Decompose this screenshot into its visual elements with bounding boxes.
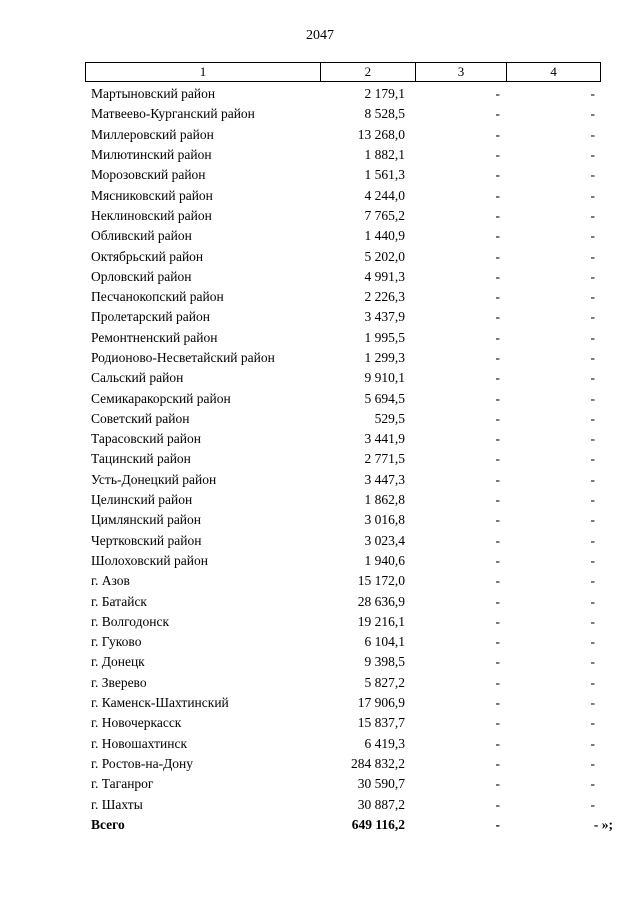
table-row	[85, 673, 601, 693]
row-col-3: -	[495, 410, 500, 426]
row-col-4: -	[590, 431, 595, 447]
row-col-3: -	[495, 187, 500, 203]
row-name: Чертковский район	[91, 532, 202, 548]
row-name: Тацинский район	[91, 451, 191, 467]
table-row	[85, 368, 601, 388]
row-col-4: -	[590, 674, 595, 690]
row-col-3: -	[495, 796, 500, 812]
row-col-3: -	[495, 289, 500, 305]
row-col-2: 15 837,7	[357, 715, 405, 731]
table-row	[85, 774, 601, 794]
table-row	[85, 307, 601, 327]
row-col-4: -	[590, 735, 595, 751]
row-col-2: 3 447,3	[364, 471, 405, 487]
row-col-4: -	[590, 268, 595, 284]
row-col-2: 1 299,3	[364, 350, 405, 365]
table-body	[85, 84, 601, 815]
row-col-3: -	[495, 613, 500, 629]
row-name: Усть-Донецкий район	[91, 471, 217, 487]
row-col-4: -	[590, 776, 595, 792]
row-name: г. Донецк	[91, 654, 145, 670]
row-name: г. Шахты	[91, 796, 143, 812]
header-col-4: 4	[506, 63, 600, 81]
table-row	[85, 794, 601, 814]
row-col-3: -	[495, 755, 500, 771]
table-row	[85, 612, 601, 632]
table-row	[85, 734, 601, 754]
row-name: Целинский район	[91, 492, 193, 508]
table-row	[85, 531, 601, 551]
table-row	[85, 510, 601, 530]
row-col-2: 15 172,0	[357, 573, 405, 589]
row-col-3: -	[495, 86, 500, 102]
row-col-3: -	[495, 207, 500, 223]
row-col-3: -	[495, 492, 500, 508]
table-total-row	[85, 815, 613, 835]
row-col-4: -	[590, 106, 595, 122]
table-row	[85, 470, 601, 490]
row-col-4: -	[590, 573, 595, 589]
row-col-4: -	[590, 248, 595, 264]
row-name: Пролетарский район	[91, 309, 210, 325]
total-col-2: 649 116,2	[351, 816, 405, 832]
row-name: Орловский район	[91, 268, 192, 284]
row-name: г. Волгодонск	[91, 613, 170, 629]
row-col-3: -	[495, 573, 500, 589]
table-row	[85, 388, 601, 408]
row-col-3: -	[495, 309, 500, 325]
table-row	[85, 713, 601, 733]
row-name: Обливский район	[91, 228, 192, 244]
row-col-3: -	[495, 147, 500, 163]
table-row	[85, 328, 601, 348]
row-name: Семикаракорский район	[91, 390, 231, 406]
row-col-4: -	[590, 370, 595, 386]
row-name: г. Батайск	[91, 593, 147, 609]
row-col-3: -	[495, 593, 500, 609]
row-name: г. Новочеркасск	[91, 715, 182, 731]
row-col-4: -	[590, 613, 595, 629]
row-col-2: 28 636,9	[357, 593, 405, 609]
row-col-3: -	[495, 634, 500, 650]
row-col-2: 13 268,0	[357, 126, 405, 142]
table-row	[85, 652, 601, 672]
row-col-3: -	[495, 167, 500, 183]
table-header	[85, 62, 601, 82]
row-name: Октябрьский район	[91, 248, 204, 264]
table-row	[85, 287, 601, 307]
row-col-2: 5 694,5	[364, 390, 405, 406]
row-col-4: -	[590, 167, 595, 183]
row-col-4: -	[590, 593, 595, 609]
row-col-2: 30 590,7	[357, 776, 405, 792]
row-name: Милютинский район	[91, 147, 212, 163]
table-row	[85, 754, 601, 774]
row-name: Цимлянский район	[91, 512, 202, 528]
table-row	[85, 348, 601, 368]
total-col-4: - »;	[593, 816, 613, 832]
row-col-3: -	[495, 674, 500, 690]
row-name: г. Каменск-Шахтинский	[91, 695, 229, 711]
row-col-3: -	[495, 126, 500, 142]
row-name: г. Гуково	[91, 634, 142, 650]
table-row	[85, 226, 601, 246]
row-col-4: -	[590, 654, 595, 670]
row-name: Сальский район	[91, 370, 184, 386]
row-col-2: 30 887,2	[357, 796, 405, 812]
row-col-4: -	[590, 207, 595, 223]
row-name: Неклиновский район	[91, 207, 212, 223]
row-col-2: 19 216,1	[357, 613, 405, 629]
row-col-4: -	[590, 755, 595, 771]
row-col-3: -	[495, 370, 500, 386]
row-col-2: 3 023,4	[364, 532, 405, 548]
row-name: г. Зверево	[91, 674, 147, 690]
row-col-2: 7 765,2	[364, 207, 405, 223]
row-col-3: -	[495, 106, 500, 122]
row-col-3: -	[495, 695, 500, 711]
table-row	[85, 409, 601, 429]
row-col-4: -	[590, 552, 595, 568]
row-col-2: 1 882,1	[364, 147, 405, 163]
row-col-2: 6 419,3	[364, 735, 405, 751]
row-col-2: 1 995,5	[364, 329, 405, 345]
table-row	[85, 185, 601, 205]
row-col-3: -	[495, 471, 500, 487]
row-col-4: -	[590, 512, 595, 528]
row-col-4: -	[590, 309, 595, 325]
row-name: г. Таганрог	[91, 776, 154, 792]
table-row	[85, 267, 601, 287]
row-col-3: -	[495, 390, 500, 406]
row-col-4: -	[590, 289, 595, 305]
row-col-2: 1 561,3	[364, 167, 405, 183]
table-row	[85, 571, 601, 591]
row-col-3: -	[495, 228, 500, 244]
row-col-4: -	[590, 532, 595, 548]
row-col-4: -	[590, 86, 595, 102]
row-name: г. Новошахтинск	[91, 735, 187, 751]
row-col-2: 4 244,0	[364, 187, 405, 203]
row-col-4: -	[590, 228, 595, 244]
row-col-2: 1 440,9	[364, 228, 405, 244]
row-col-2: 2 226,3	[364, 289, 405, 305]
row-col-4: -	[590, 126, 595, 142]
row-col-2: 4 991,3	[364, 268, 405, 284]
row-col-3: -	[495, 248, 500, 264]
row-col-3: -	[495, 715, 500, 731]
row-col-2: 2 179,1	[364, 86, 405, 102]
header-col-2: 2	[320, 63, 415, 81]
row-name: Мясниковский район	[91, 187, 213, 203]
row-name: Миллеровский район	[91, 126, 214, 142]
row-col-3: -	[495, 532, 500, 548]
row-col-3: -	[495, 350, 500, 365]
row-col-4: -	[590, 350, 595, 365]
total-col-3: -	[495, 816, 500, 832]
row-col-2: 284 832,2	[351, 755, 405, 771]
row-name: Шолоховский район	[91, 552, 208, 568]
table-row	[85, 632, 601, 652]
table-row	[85, 551, 601, 571]
row-col-4: -	[590, 410, 595, 426]
row-col-4: -	[590, 492, 595, 508]
table-row	[85, 145, 601, 165]
table-row	[85, 104, 601, 124]
row-col-2: 1 940,6	[364, 552, 405, 568]
table-row	[85, 490, 601, 510]
table-row	[85, 429, 601, 449]
row-col-4: -	[590, 715, 595, 731]
data-table	[85, 62, 613, 835]
table-row	[85, 84, 601, 104]
row-col-2: 9 398,5	[364, 654, 405, 670]
row-col-3: -	[495, 431, 500, 447]
row-col-4: -	[590, 451, 595, 467]
row-col-4: -	[590, 796, 595, 812]
row-col-3: -	[495, 512, 500, 528]
row-col-4: -	[590, 329, 595, 345]
row-col-4: -	[590, 695, 595, 711]
header-col-3: 3	[415, 63, 507, 81]
row-col-2: 529,5	[374, 410, 405, 426]
row-name: г. Азов	[91, 573, 130, 589]
table-row	[85, 693, 601, 713]
row-col-2: 2 771,5	[364, 451, 405, 467]
row-col-2: 9 910,1	[364, 370, 405, 386]
row-col-4: -	[590, 147, 595, 163]
table-row	[85, 449, 601, 469]
row-name: Советский район	[91, 410, 190, 426]
row-col-2: 5 827,2	[364, 674, 405, 690]
row-name: Тарасовский район	[91, 431, 201, 447]
row-name: Песчанокопский район	[91, 289, 224, 305]
row-col-4: -	[590, 187, 595, 203]
row-col-2: 8 528,5	[364, 106, 405, 122]
total-label: Всего	[91, 816, 125, 832]
row-col-3: -	[495, 451, 500, 467]
row-name: Родионово-Несветайский район	[91, 350, 275, 365]
row-name: г. Ростов-на-Дону	[91, 755, 194, 771]
row-col-4: -	[590, 390, 595, 406]
row-col-3: -	[495, 654, 500, 670]
row-col-3: -	[495, 552, 500, 568]
row-col-2: 5 202,0	[364, 248, 405, 264]
table-row	[85, 591, 601, 611]
table-row	[85, 165, 601, 185]
row-col-2: 17 906,9	[357, 695, 405, 711]
row-col-2: 3 437,9	[364, 309, 405, 325]
row-col-3: -	[495, 329, 500, 345]
row-name: Ремонтненский район	[91, 329, 218, 345]
row-col-4: -	[590, 634, 595, 650]
table-row	[85, 206, 601, 226]
row-col-2: 3 016,8	[364, 512, 405, 528]
table-row	[85, 125, 601, 145]
row-col-3: -	[495, 776, 500, 792]
header-col-1: 1	[199, 64, 207, 79]
row-col-2: 1 862,8	[364, 492, 405, 508]
row-col-4: -	[590, 471, 595, 487]
row-col-2: 6 104,1	[364, 634, 405, 650]
row-col-2: 3 441,9	[364, 431, 405, 447]
row-name: Мартыновский район	[91, 86, 216, 102]
row-col-3: -	[495, 735, 500, 751]
row-name: Морозовский район	[91, 167, 206, 183]
page-number: 2047	[306, 28, 334, 43]
table-row	[85, 246, 601, 266]
row-name: Матвеево-Курганский район	[91, 106, 255, 122]
row-col-3: -	[495, 268, 500, 284]
